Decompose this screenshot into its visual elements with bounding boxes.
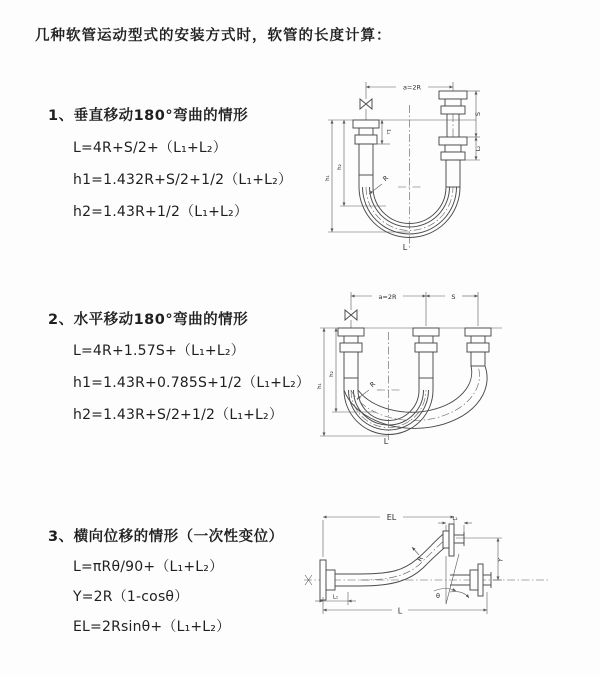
radius-callout bbox=[357, 380, 377, 399]
braided-hose-section bbox=[446, 160, 460, 187]
braided-hose-section bbox=[419, 352, 433, 378]
section1-formula-L: L=4R+S/2+（L₁+L₂） bbox=[73, 140, 227, 156]
angle-construction bbox=[434, 554, 469, 604]
radius-callout bbox=[412, 547, 425, 563]
dim-label-r: R bbox=[368, 379, 378, 389]
diagram-vertical-move-180-bend bbox=[308, 75, 590, 255]
dim-label-s: S bbox=[474, 111, 482, 117]
left-pipe-fitting bbox=[338, 328, 364, 390]
dim-label-h1: h₁ bbox=[325, 175, 331, 181]
radius-callout bbox=[369, 174, 390, 194]
dim-label-l2: L₂ bbox=[476, 145, 482, 152]
section1-formula-h2: h2=1.43R+1/2（L₁+L₂） bbox=[73, 204, 249, 220]
valve-icon bbox=[360, 99, 372, 120]
section2-formula-h2: h2=1.43R+S/2+1/2（L₁+L₂） bbox=[73, 407, 284, 423]
dim-label-l1: L₁ bbox=[385, 129, 391, 135]
dim-label-l: L bbox=[383, 437, 389, 446]
dim-el bbox=[323, 513, 454, 557]
dim-label-y: Y bbox=[496, 558, 505, 562]
dim-label-h2: h₂ bbox=[329, 371, 335, 377]
valve-icon bbox=[345, 310, 357, 328]
dim-label-r: R bbox=[381, 173, 391, 183]
section3-formula-EL: EL=2Rsinθ+（L₁+L₂） bbox=[73, 619, 231, 635]
section1-formula-h1: h1=1.432R+S/2+1/2（L₁+L₂） bbox=[73, 172, 293, 188]
dim-label-l: L bbox=[397, 606, 403, 616]
dim-label-l: L bbox=[402, 243, 408, 252]
dim-label-r: R bbox=[415, 555, 425, 563]
left-pipe-fitting bbox=[353, 120, 379, 187]
right-pipe-fitting bbox=[439, 91, 467, 187]
diagram-horizontal-move-180-bend bbox=[306, 286, 600, 448]
diagram-lateral-displacement bbox=[300, 502, 600, 648]
braided-hose-section bbox=[359, 144, 373, 175]
dim-l bbox=[323, 592, 487, 616]
dim-l2 bbox=[438, 516, 472, 532]
dim-s bbox=[426, 293, 478, 301]
dim-label-h1: h₁ bbox=[317, 383, 323, 389]
dim-s bbox=[467, 91, 482, 137]
section2-formula-h1: h1=1.43R+0.785S+1/2（L₁+L₂） bbox=[73, 375, 311, 391]
section3-heading: 3、横向位移的情形（一次性变位） bbox=[48, 529, 284, 545]
dim-a2r bbox=[351, 293, 426, 301]
section3-formula-L: L=πRθ/90+（L₁+L₂） bbox=[73, 559, 224, 575]
section2-heading: 2、水平移动180°弯曲的情形 bbox=[48, 312, 249, 328]
section3-formula-Y: Y=2R（1-cosθ） bbox=[73, 589, 189, 605]
middle-pipe-fitting bbox=[413, 328, 439, 390]
dim-label-theta: θ bbox=[436, 592, 440, 600]
dim-label-h2: h₂ bbox=[337, 164, 343, 170]
braided-hose-section bbox=[344, 352, 358, 378]
braided-hose-section bbox=[471, 352, 485, 366]
right-pipe-fitting bbox=[465, 328, 491, 366]
section1-heading: 1、垂直移动180°弯曲的情形 bbox=[48, 108, 249, 124]
s-curve-hose bbox=[360, 532, 448, 586]
dim-label-l1: L₁ bbox=[332, 594, 339, 601]
section2-formula-L: L=4R+1.57S+（L₁+L₂） bbox=[73, 343, 245, 359]
page-title: 几种软管运动型式的安装方式时，软管的长度计算： bbox=[35, 28, 392, 44]
dim-label-l2: L₂ bbox=[452, 516, 458, 522]
dim-label-a2r: a=2R bbox=[378, 293, 397, 301]
dim-label-a2r: a=2R bbox=[402, 83, 422, 92]
dim-label-s: S bbox=[451, 293, 456, 301]
dim-label-el: EL bbox=[386, 513, 397, 522]
